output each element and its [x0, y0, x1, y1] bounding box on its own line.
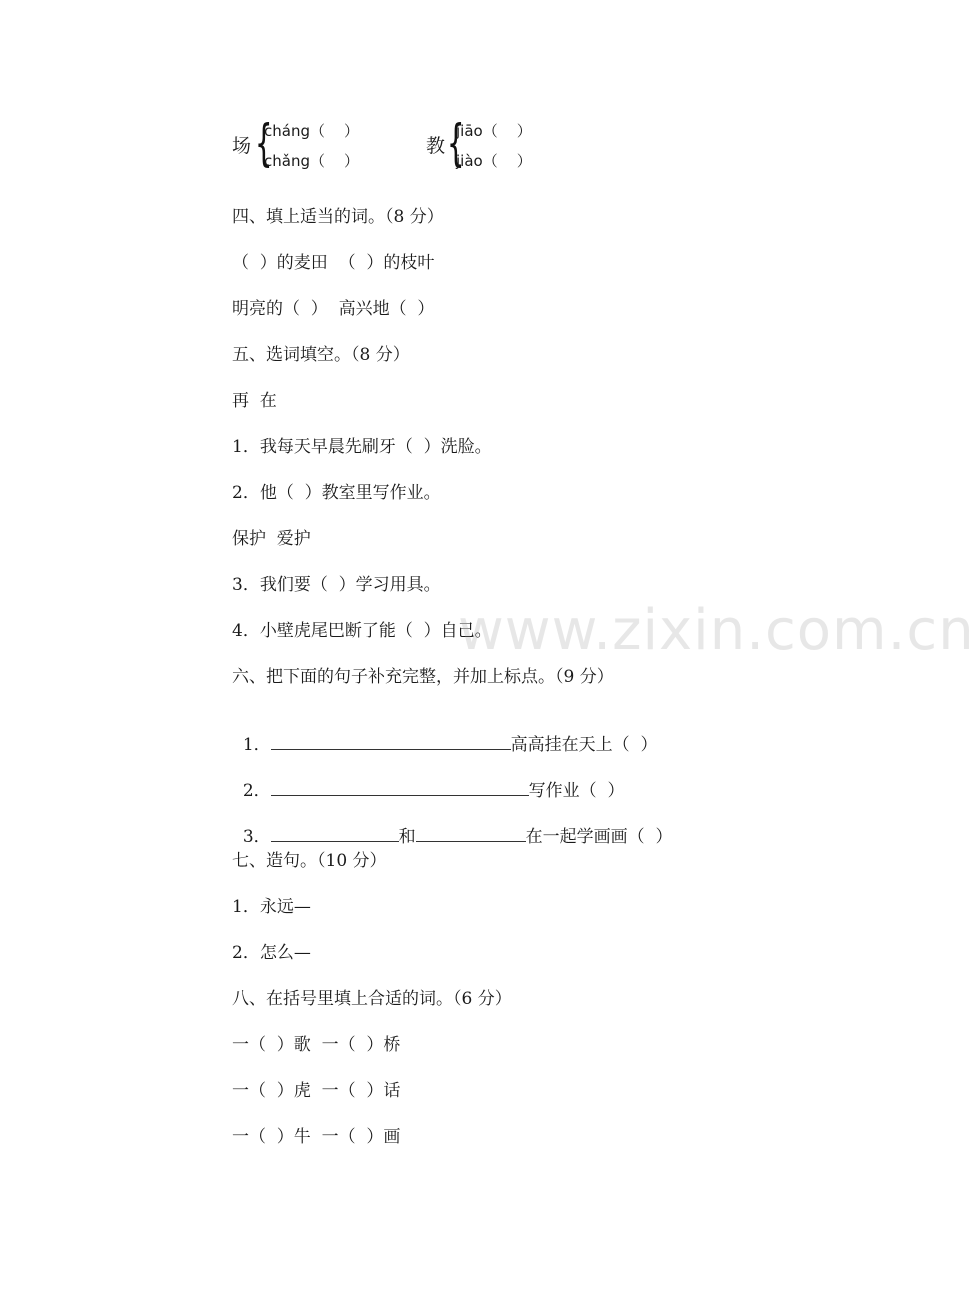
conjunction: 和	[398, 827, 416, 847]
pinyin-option: jiào（ ）	[456, 152, 532, 170]
sentence-end: 在一起学画画（ ）	[525, 827, 673, 847]
pinyin-option: cháng（ ）	[264, 122, 360, 140]
question-line: 一（ ）牛 一（ ）画	[232, 1127, 401, 1147]
question-line: 2．他（ ）教室里写作业。	[232, 483, 441, 503]
char-jiao: 教	[426, 135, 446, 157]
fill-sentence	[232, 712, 657, 756]
item-number: 3．	[242, 827, 271, 847]
brace-icon: {	[255, 114, 273, 172]
item-number: 2．	[242, 781, 271, 801]
question-line: 1．永远—	[232, 897, 311, 917]
brace-icon: {	[447, 114, 465, 172]
question-line: 一（ ）歌 一（ ）桥	[232, 1035, 401, 1055]
blank-line[interactable]	[416, 826, 526, 842]
word-choices: 保护 爱护	[232, 529, 311, 549]
question-line: 一（ ）虎 一（ ）话	[232, 1081, 401, 1101]
section-title: 七、造句。（10 分）	[232, 851, 387, 871]
pinyin-option: chǎng（ ）	[264, 152, 360, 170]
char-chang: 场	[232, 135, 252, 157]
section-title: 八、在括号里填上合适的词。（6 分）	[232, 989, 512, 1009]
word-choices: 再 在	[232, 391, 277, 411]
blank-line[interactable]	[271, 826, 399, 842]
sentence-end: 高高挂在天上（ ）	[510, 735, 658, 755]
item-number: 1．	[242, 735, 271, 755]
question-line: 3．我们要（ ）学习用具。	[232, 575, 441, 595]
section-title: 六、把下面的句子补充完整，并加上标点。（9 分）	[232, 667, 614, 687]
fill-sentence	[232, 758, 624, 802]
section-title: 四、填上适当的词。（8 分）	[232, 207, 444, 227]
blank-line[interactable]	[271, 780, 529, 796]
fill-sentence	[232, 804, 672, 848]
blank-line[interactable]	[271, 734, 511, 750]
section-title: 五、选词填空。（8 分）	[232, 345, 410, 365]
question-line: 1．我每天早晨先刷牙（ ）洗脸。	[232, 437, 492, 457]
question-line: 明亮的（ ） 高兴地（ ）	[232, 299, 435, 319]
question-line: （ ）的麦田 （ ）的枝叶	[232, 253, 435, 273]
pinyin-option: jiāo（ ）	[456, 122, 532, 140]
watermark: www.zixin.com.cn	[458, 598, 975, 663]
question-line: 4．小壁虎尾巴断了能（ ）自己。	[232, 621, 492, 641]
sentence-end: 写作业（ ）	[528, 781, 625, 801]
question-line: 2．怎么—	[232, 943, 311, 963]
